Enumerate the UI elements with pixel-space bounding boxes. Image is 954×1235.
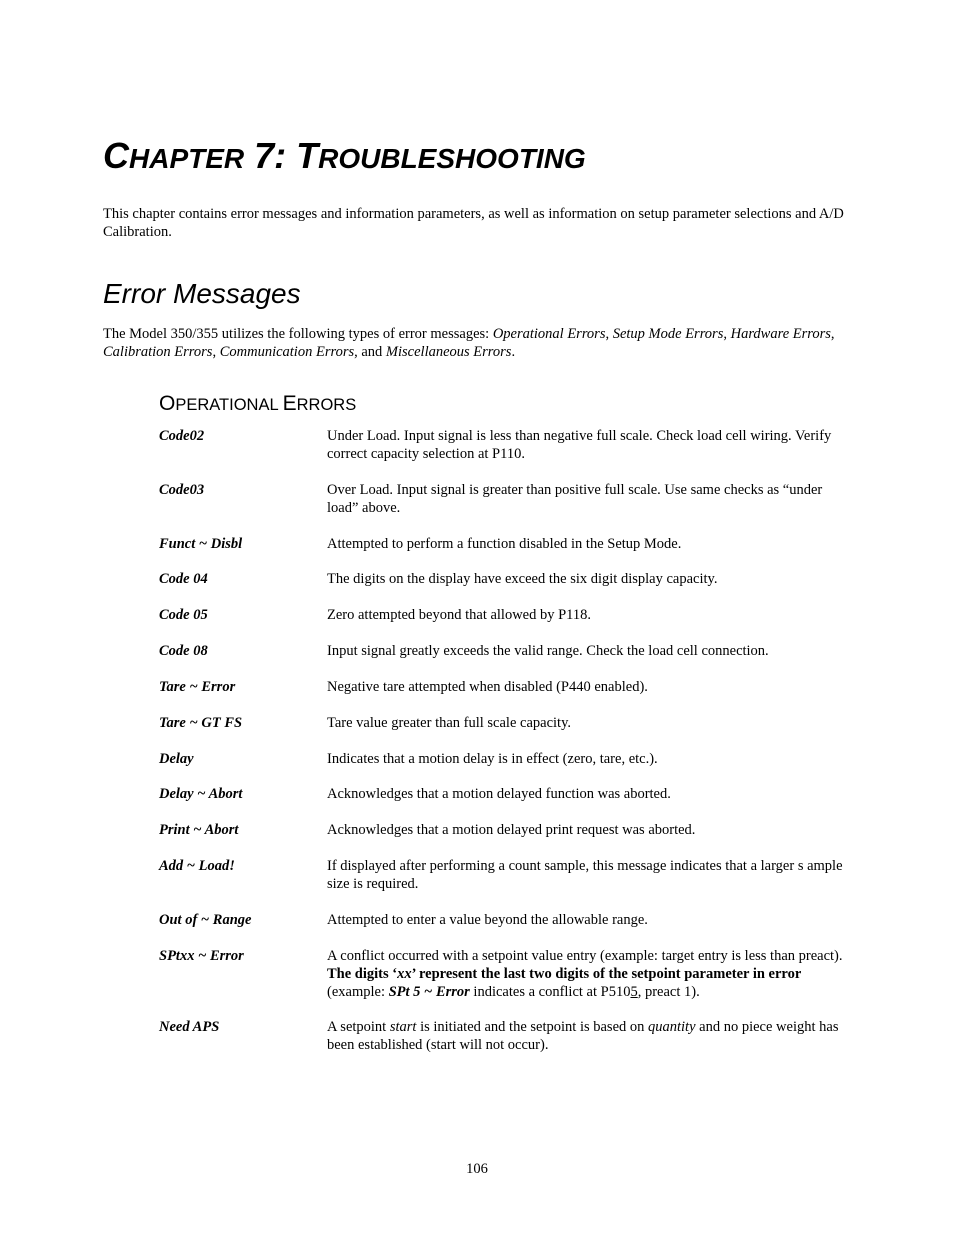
error-description: Over Load. Input signal is greater than positive full scale. Use same checks as “under load” above. xyxy=(327,482,823,516)
desc-underlined: 5 xyxy=(630,984,638,1000)
intro-sep: , xyxy=(212,344,220,360)
desc-bold xyxy=(327,966,801,982)
page-number: 106 xyxy=(466,1161,488,1177)
intro-sep: , xyxy=(605,326,613,342)
desc-text: indicates a conflict at P510 xyxy=(469,984,631,1000)
desc-text: , preact 1). xyxy=(637,984,700,1000)
section-title-error-messages: Error Messages xyxy=(103,278,301,309)
error-code: Code 08 xyxy=(159,643,208,659)
error-code: Funct ~ Disbl xyxy=(159,536,243,552)
intro-calibration: Calibration Errors xyxy=(103,344,213,360)
chapter-title-number: 7: T xyxy=(244,135,319,176)
intro-hardware: Hardware Errors xyxy=(730,326,831,342)
chapter-title-initial: C xyxy=(103,135,129,176)
error-code: Add ~ Load! xyxy=(159,858,235,874)
section-intro xyxy=(103,325,848,361)
error-code: Code 05 xyxy=(159,607,208,623)
error-description: Attempted to perform a function disabled in the Setup Mode. xyxy=(327,536,682,552)
desc-text: is initiated and the setpoint is based on xyxy=(416,1019,648,1035)
error-description: Acknowledges that a motion delayed print request was aborted. xyxy=(327,822,696,838)
error-code: Delay ~ Abort xyxy=(159,786,243,802)
desc-italic: quantity xyxy=(648,1019,696,1035)
chapter-title-smallcaps: HAPTER xyxy=(129,143,245,174)
error-code: Delay xyxy=(159,751,194,767)
chapter-intro: This chapter contains error messages and information parameters, as well as information on setup parameter selections and A/D Calibration. xyxy=(103,206,844,240)
error-code: Code03 xyxy=(159,482,205,498)
error-code: Tare ~ GT FS xyxy=(159,715,243,731)
desc-bold-text: The digits ‘ xyxy=(327,966,398,982)
error-code: Code02 xyxy=(159,428,205,444)
error-code: Need APS xyxy=(159,1019,220,1035)
intro-misc: Miscellaneous Errors xyxy=(385,344,512,360)
error-code: Tare ~ Error xyxy=(159,679,236,695)
intro-lead: The Model 350/355 utilizes the following types of error messages: xyxy=(103,326,493,342)
error-description: Acknowledges that a motion delayed function was aborted. xyxy=(327,786,671,802)
error-description: If displayed after performing a count sample, this message indicates that a larger s ample size is required. xyxy=(327,858,843,892)
error-description: Negative tare attempted when disabled (P440 enabled). xyxy=(327,679,648,695)
error-code: Code 04 xyxy=(159,571,208,587)
error-description: Attempted to enter a value beyond the allowable range. xyxy=(327,912,648,928)
intro-sep: , and xyxy=(354,344,386,360)
desc-bold-italic: SPt 5 ~ Error xyxy=(388,984,470,1000)
desc-text: A setpoint xyxy=(327,1019,390,1035)
error-description: Tare value greater than full scale capacity. xyxy=(327,715,572,731)
error-description xyxy=(327,947,847,1001)
desc-text: (example: xyxy=(327,984,389,1000)
desc-italic: start xyxy=(389,1019,417,1035)
error-description: Indicates that a motion delay is in effect (zero, tare, etc.). xyxy=(327,751,658,767)
intro-setup: Setup Mode Errors xyxy=(612,326,724,342)
error-code: Print ~ Abort xyxy=(159,822,239,838)
intro-end: . xyxy=(511,344,516,360)
intro-communication: Communication Errors xyxy=(219,344,355,360)
error-description xyxy=(327,1018,847,1054)
subsection-initial: O xyxy=(159,392,176,415)
error-description: The digits on the display have exceed the six digit display capacity. xyxy=(327,571,718,587)
subsection-smallcaps: PERATIONAL xyxy=(175,396,283,414)
chapter-title-smallcaps-2: ROUBLESHOOTING xyxy=(318,143,586,174)
error-code: Out of ~ Range xyxy=(159,912,252,928)
chapter-title xyxy=(103,132,586,183)
intro-operational: Operational Errors xyxy=(492,326,606,342)
subsection-smallcaps-2: RRORS xyxy=(296,396,357,414)
error-description: Input signal greatly exceeds the valid range. Check the load cell connection. xyxy=(327,643,769,659)
error-code: SPtxx ~ Error xyxy=(159,948,244,964)
subsection-initial-2: E xyxy=(282,392,297,415)
desc-text: and no piece weight has been established (start will not occur). xyxy=(327,1019,839,1053)
error-description: Under Load. Input signal is less than negative full scale. Check load cell wiring. Verify correct capacity selection at P110. xyxy=(327,428,832,462)
intro-sep: , xyxy=(723,326,731,342)
desc-bold xyxy=(389,984,470,1000)
desc-bold-text: ’ represent the last two digits of the setpoint parameter in error xyxy=(411,966,802,982)
desc-text: A conflict occurred with a setpoint value entry (example: target entry is less than preact). xyxy=(327,948,843,964)
subsection-title-operational-errors xyxy=(159,391,356,418)
intro-sep: , xyxy=(830,326,835,342)
desc-bold-italic: xx xyxy=(397,966,412,982)
error-description: Zero attempted beyond that allowed by P118. xyxy=(327,607,592,623)
